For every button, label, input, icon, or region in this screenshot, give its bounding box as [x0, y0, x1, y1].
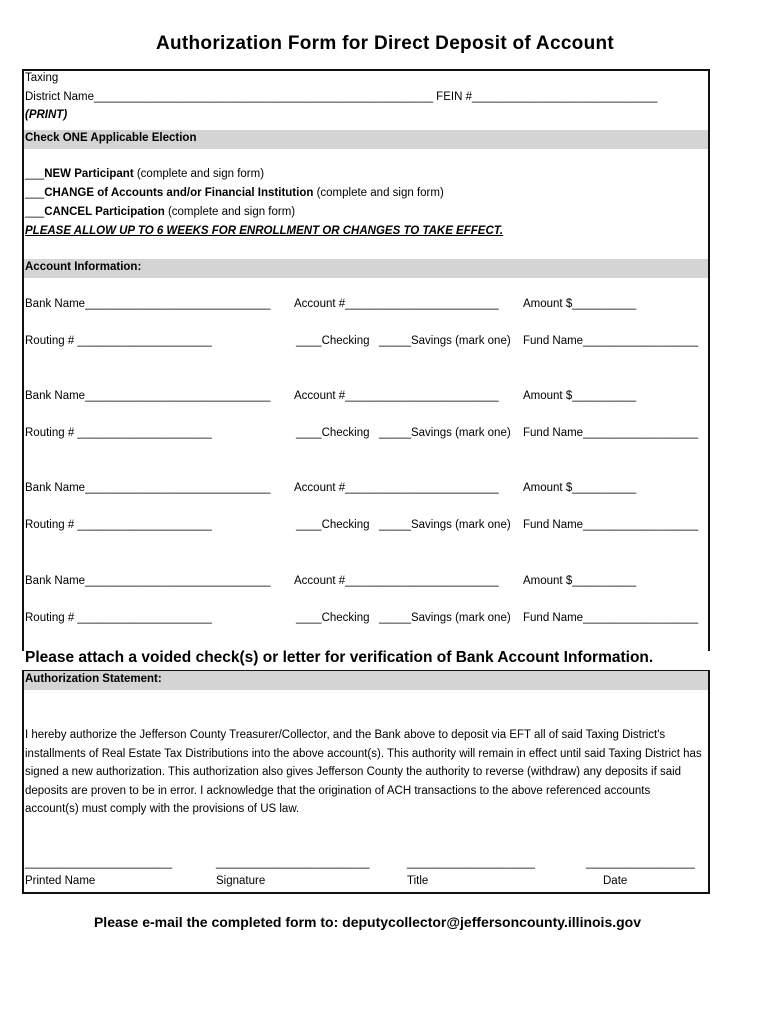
account-header: Account Information: — [25, 261, 142, 273]
checking-field[interactable]: ____Checking — [296, 519, 370, 531]
option-blank: ___ — [25, 206, 45, 218]
checking-field[interactable]: ____Checking — [296, 612, 370, 624]
bank-name-field[interactable]: Bank Name_____________________________ — [25, 390, 271, 402]
district-name-fein-field[interactable]: District Name_____________________________________________________ FEIN #_____________________________ — [25, 91, 658, 103]
routing-field[interactable]: Routing # _____________________ — [25, 612, 212, 624]
form-frame-top — [22, 69, 710, 651]
bank-name-field[interactable]: Bank Name_____________________________ — [25, 298, 271, 310]
fund-name-field[interactable]: Fund Name__________________ — [523, 612, 699, 624]
print-note: (PRINT) — [25, 109, 68, 121]
printed-name-line[interactable]: _______________________ — [25, 857, 173, 869]
option-note: (complete and sign form) — [164, 206, 296, 218]
routing-field[interactable]: Routing # _____________________ — [25, 427, 212, 439]
option-note: (complete and sign form) — [313, 187, 444, 199]
attach-voided-check-note: Please attach a voided check(s) or letter for verification of Bank Account Information. — [25, 649, 654, 666]
authorization-text: I hereby authorize the Jefferson County Treasurer/Collector, and the Bank above to deposit via EFT all of said Taxing District's installments of Real Estate Tax Distributions into the above account(s). This authority will remain in effect until said Taxing District has signed a new authorization. This authorization also gives Jefferson County the authority to reverse (withdraw) any deposits if said deposits are proven to be in error. I acknowledge that the origination of ACH transactions to the above referenced accounts account(s) must comply with the provisions of US law. — [25, 729, 702, 815]
savings-field[interactable]: _____Savings (mark one) — [379, 335, 511, 347]
option-label: NEW Participant — [44, 168, 134, 180]
election-option-cancel[interactable] — [25, 206, 295, 218]
option-blank: ___ — [25, 168, 45, 180]
account-number-field[interactable]: Account #________________________ — [294, 482, 499, 494]
amount-field[interactable]: Amount $__________ — [523, 575, 637, 587]
option-label: CHANGE of Accounts and/or Financial Institution — [44, 187, 314, 199]
savings-field[interactable]: _____Savings (mark one) — [379, 519, 511, 531]
option-label: CANCEL Participation — [44, 206, 165, 218]
option-note: (complete and sign form) — [133, 168, 265, 180]
signature-label: Signature — [216, 875, 266, 887]
savings-field[interactable]: _____Savings (mark one) — [379, 612, 511, 624]
election-option-change[interactable] — [25, 187, 444, 199]
routing-field[interactable]: Routing # _____________________ — [25, 519, 212, 531]
savings-field[interactable]: _____Savings (mark one) — [379, 427, 511, 439]
account-number-field[interactable]: Account #________________________ — [294, 390, 499, 402]
title-label: Title — [407, 875, 429, 887]
routing-field[interactable]: Routing # _____________________ — [25, 335, 212, 347]
fund-name-field[interactable]: Fund Name__________________ — [523, 427, 699, 439]
authorization-header: Authorization Statement: — [25, 673, 162, 685]
election-header: Check ONE Applicable Election — [25, 132, 197, 144]
signature-line[interactable]: ________________________ — [216, 857, 370, 869]
title-line[interactable]: ____________________ — [407, 857, 535, 869]
form-title: Authorization Form for Direct Deposit of Account — [155, 33, 615, 54]
date-label: Date — [603, 875, 628, 887]
election-option-new[interactable] — [25, 168, 264, 180]
fund-name-field[interactable]: Fund Name__________________ — [523, 335, 699, 347]
amount-field[interactable]: Amount $__________ — [523, 298, 637, 310]
account-number-field[interactable]: Account #________________________ — [294, 298, 499, 310]
district-taxing-label: Taxing — [25, 72, 59, 84]
checking-field[interactable]: ____Checking — [296, 427, 370, 439]
date-line[interactable]: _________________ — [586, 857, 695, 869]
option-blank: ___ — [25, 187, 45, 199]
fund-name-field[interactable]: Fund Name__________________ — [523, 519, 699, 531]
bank-name-field[interactable]: Bank Name_____________________________ — [25, 482, 271, 494]
checking-field[interactable]: ____Checking — [296, 335, 370, 347]
bank-name-field[interactable]: Bank Name_____________________________ — [25, 575, 271, 587]
amount-field[interactable]: Amount $__________ — [523, 390, 637, 402]
election-notice: PLEASE ALLOW UP TO 6 WEEKS FOR ENROLLMENT OR CHANGES TO TAKE EFFECT. — [25, 225, 504, 237]
email-instructions: Please e-mail the completed form to: deputycollector@jeffersoncounty.illinois.gov — [93, 914, 642, 930]
printed-name-label: Printed Name — [25, 875, 96, 887]
account-number-field[interactable]: Account #________________________ — [294, 575, 499, 587]
amount-field[interactable]: Amount $__________ — [523, 482, 637, 494]
